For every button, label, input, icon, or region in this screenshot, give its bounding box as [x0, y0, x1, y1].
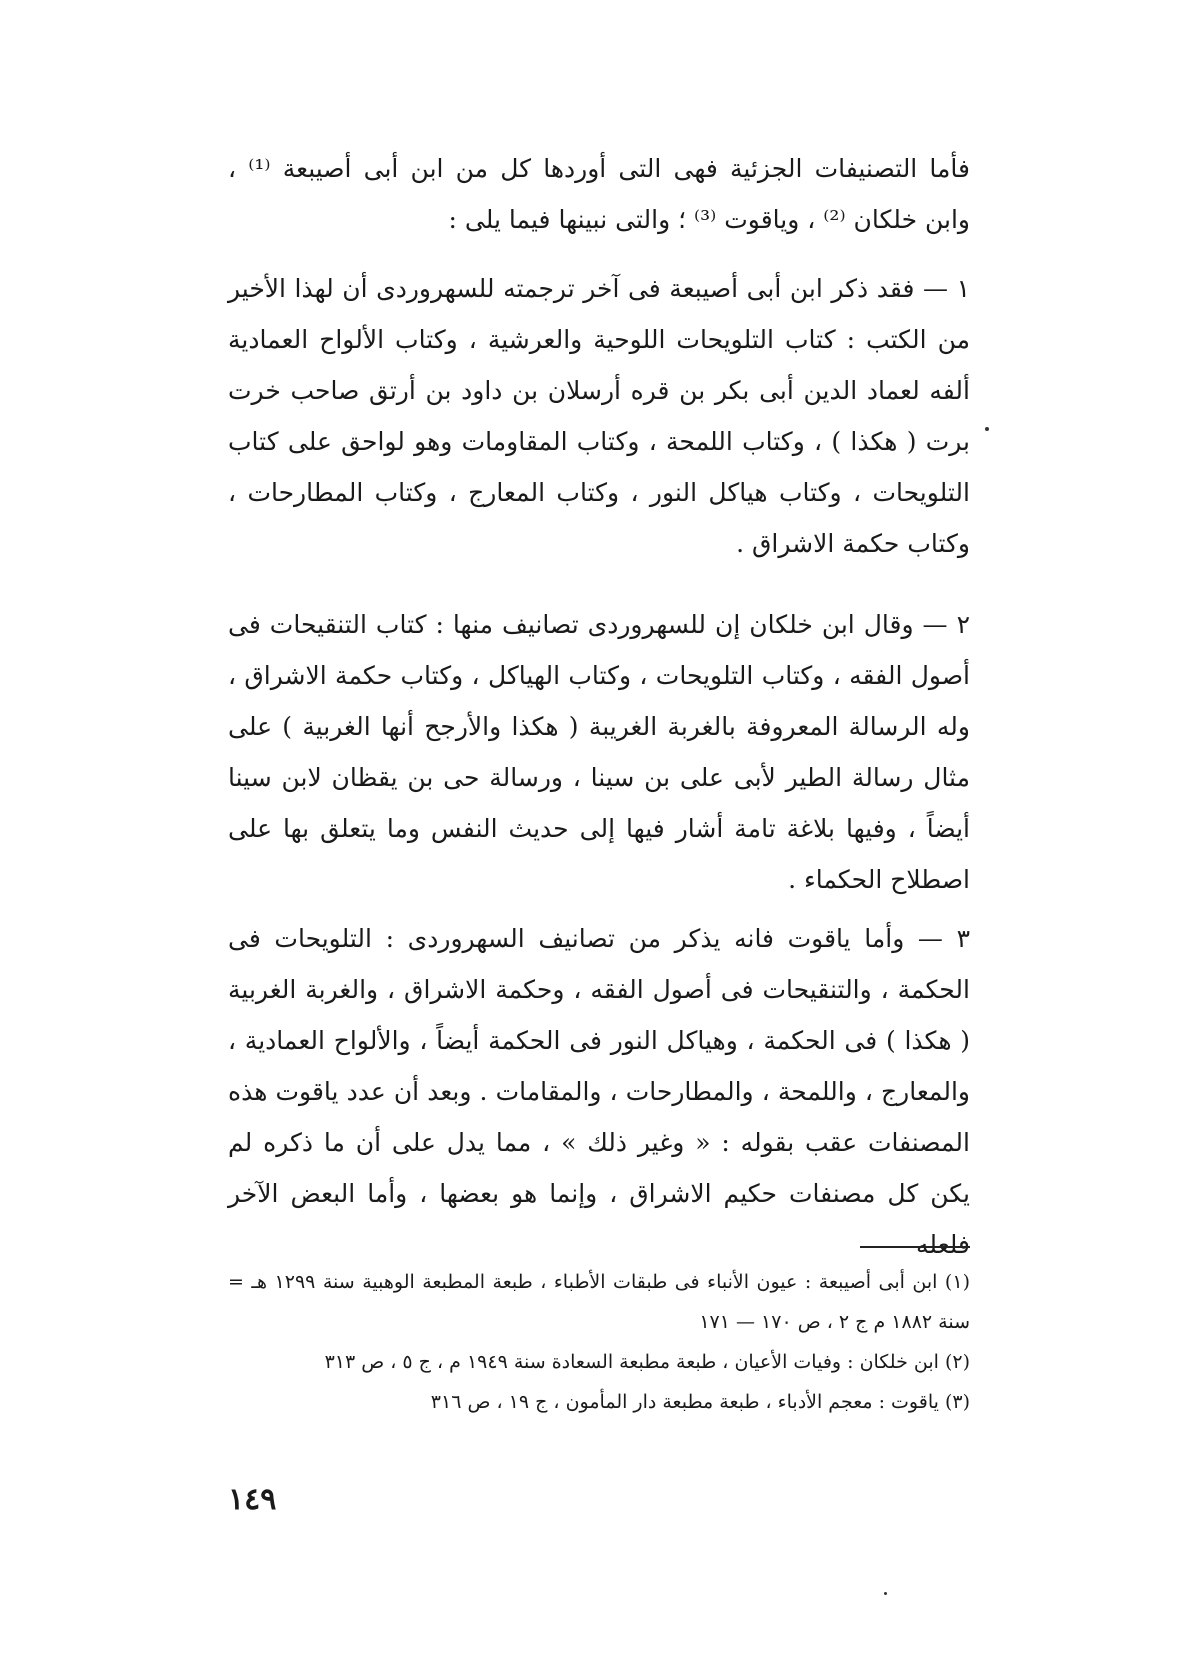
footnote-3: (٣) ياقوت : معجم الأدباء ، طبعة مطبعة دار المأمون ، ج ١٩ ، ص ٣١٦ [430, 1391, 970, 1413]
footnote-2: (٢) ابن خلكان : وفيات الأعيان ، طبعة مطبعة السعادة سنة ١٩٤٩ م ، ج ٥ ، ص ٣١٣ [324, 1351, 970, 1373]
paragraph-text: ٢ — وقال ابن خلكان إن للسهروردى تصانيف منها : كتاب التنقيحات فى أصول الفقه ، وكتاب التلويحات ، وكتاب الهياكل ، وكتاب حكمة الاشراق ، وله الرسالة المعروفة بالغربة الغريبة ( هكذا والأرجح أنها الغربية ) على مثال رسالة الطير لأبى على بن سينا ، ورسالة حى بن يقظان لابن سينا أيضاً ، وفيها بلاغة تامة أشار فيها إلى حديث النفس وما يتعلق بها على اصطلاح الحكماء . [228, 610, 970, 894]
paragraph-3 [228, 913, 970, 1270]
paragraph-text: فأما التصنيفات الجزئية فهى التى أوردها كل من ابن أبى أصيبعة ⁽¹⁾ ، وابن خلكان ⁽²⁾ ، وياقوت ⁽³⁾ ؛ والتى نبينها فيما يلى : [228, 154, 970, 234]
paragraph-text: ٣ — وأما ياقوت فانه يذكر من تصانيف السهروردى : التلويحات فى الحكمة ، والتنقيحات فى أصول الفقه ، وحكمة الاشراق ، والغربة الغربية ( هكذا ) فى الحكمة ، وهياكل النور فى الحكمة أيضاً ، والألواح العمادية ، والمعارج ، واللمحة ، والمطارحات ، والمقامات . وبعد أن عدد ياقوت هذه المصنفات عقب بقوله : « وغير ذلك » ، مما يدل على أن ما ذكره لم يكن كل مصنفات حكيم الاشراق ، وإنما هو بعضها ، وأما البعض الآخر فلعله [228, 924, 970, 1259]
paragraph-1 [228, 263, 970, 569]
paragraph-text: ١ — فقد ذكر ابن أبى أصيبعة فى آخر ترجمته للسهروردى أن لهذا الأخير من الكتب : كتاب التلويحات اللوحية والعرشية ، وكتاب الألواح العمادية ألفه لعماد الدين أبى بكر بن قره أرسلان بن داود بن أرتق صاحب خرت برت ( هكذا ) ، وكتاب اللمحة ، وكتاب المقاومات وهو لواحق على كتاب التلويحات ، وكتاب هياكل النور ، وكتاب المعارج ، وكتاب المطارحات ، وكتاب حكمة الاشراق . [228, 274, 970, 558]
scan-speck [884, 1592, 887, 1595]
scan-speck [985, 427, 989, 431]
footnotes [228, 1262, 970, 1422]
page-number: ١٤٩ [228, 1482, 277, 1517]
footnote-divider [860, 1246, 970, 1248]
paragraph-2 [228, 599, 970, 905]
paragraph-intro [228, 143, 970, 245]
footnote-1: (١) ابن أبى أصيبعة : عيون الأنباء فى طبقات الأطباء ، طبعة المطبعة الوهبية سنة ١٢٩٩ هـ = سنة ١٨٨٢ م ج ٢ ، ص ١٧٠ — ١٧١ [228, 1271, 970, 1333]
